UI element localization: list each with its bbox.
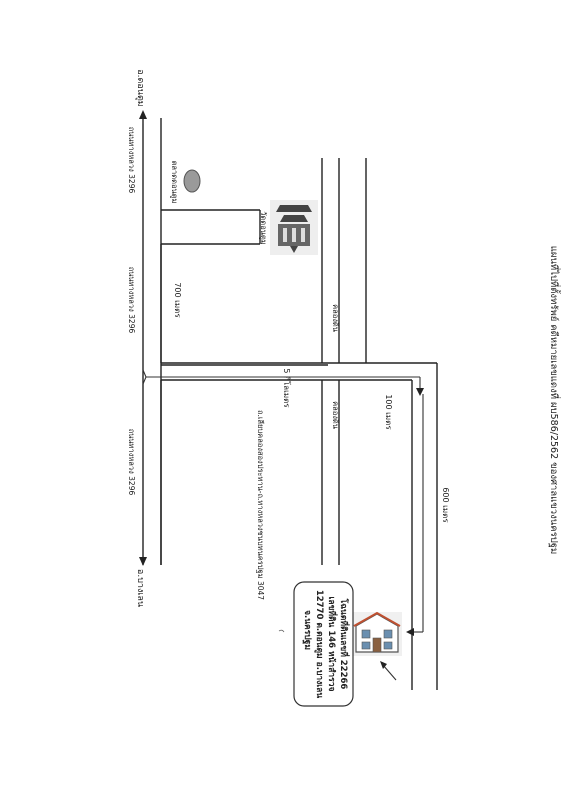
property-line-4: จ.นครปฐม — [302, 610, 312, 650]
road-3047-label: ถ.เลียบคลองสองประทาน-ถ.ทางหลวงชนบทนครปฐม 3047 — [256, 409, 265, 601]
highway-label-3: ถนนทางหลวง 3296 — [127, 428, 136, 496]
canal-label-2: คลองดิน — [331, 401, 340, 429]
bottom-district-label: อ.บางเลน — [135, 568, 145, 608]
highway-label-1: ถนนทางหลวง 3296 — [127, 126, 136, 194]
page-title: แผนที่ไปที่ตั้งทรัพย์ คดีหมายเลขแดงที่ ผบ586/2562 ของศาลแขวงนครปฐม — [548, 245, 559, 555]
house-icon — [352, 612, 402, 656]
scribble-mark — [279, 630, 284, 632]
right-road-lower — [412, 363, 437, 690]
highway-arrow-bottom-icon — [139, 557, 147, 566]
canal-upper — [322, 158, 339, 363]
highway-3296 — [143, 118, 161, 565]
market-marker-icon — [184, 170, 200, 192]
property-line-1: โฉนดที่ดินเลขที่ 22266 — [338, 598, 348, 690]
highway-arrow-top-icon — [139, 110, 147, 124]
dist-600-label: 600 เมตร — [441, 487, 450, 523]
dist-5km-label: 5 กิโลเมตร — [282, 368, 291, 408]
dist-100-label: 100 เมตร — [384, 394, 393, 430]
highway-label-2: ถนนทางหลวง 3296 — [127, 266, 136, 334]
temple-road — [161, 210, 260, 244]
dist-700-label: 700 เมตร — [173, 282, 182, 318]
property-pointer-icon — [380, 661, 396, 680]
market-label: ตลาดดอนตูม — [170, 160, 179, 204]
canal-label-1: คลองดิน — [331, 304, 340, 332]
route-arrow-vertical-icon — [406, 394, 423, 636]
road-3047 — [161, 365, 328, 565]
temple-label: วัดดอนตูม — [259, 211, 268, 245]
property-line-2: เลขที่ดิน 146 หน้าสำรวจ — [326, 596, 336, 692]
temple-icon — [270, 200, 318, 255]
property-line-3: 12770 ต.ดอนตูม อ.บางเลน — [314, 589, 324, 699]
top-district-label: อ.ดอนตูม — [135, 69, 145, 107]
